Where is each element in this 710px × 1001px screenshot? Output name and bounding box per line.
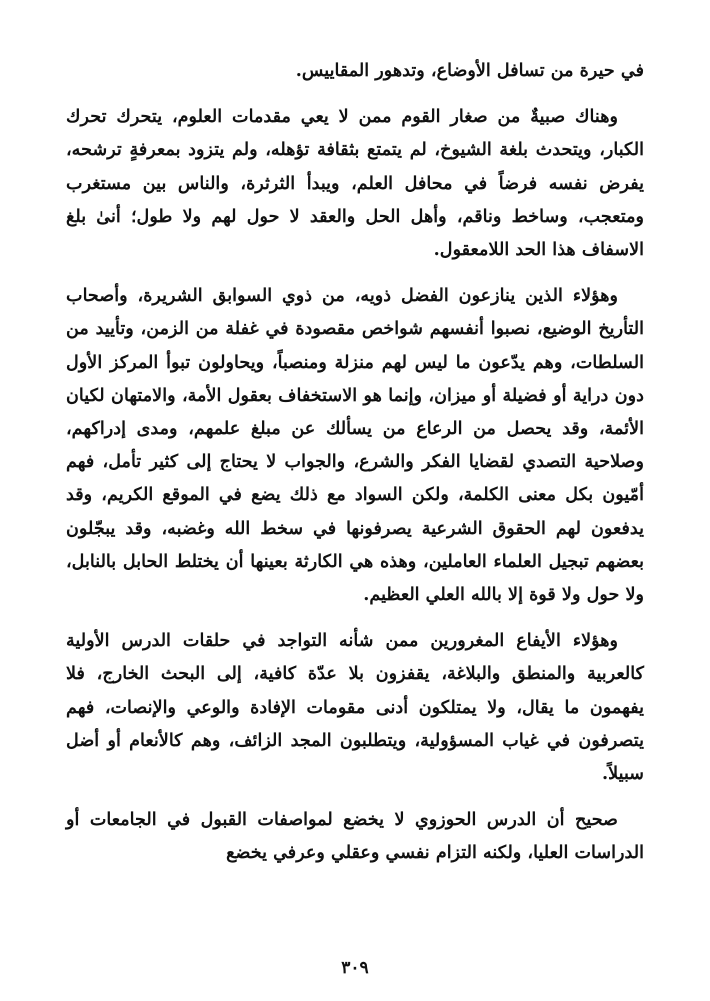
- page-body: [66, 54, 644, 870]
- paragraph: وهناك صبيةٌ من صغار القوم ممن لا يعي مقدمات العلوم، يتحرك تحرك الكبار، ويتحدث بلغة الشيوخ، لم يتمتع بثقافة تؤهله، ولم يتزود بمعرفةٍ ترشحه، يفرض نفسه فرضاً في محافل العلم، ويبدأ الثرثرة، والناس بين مستغرب ومتعجب، وساخط وناقم، وأهل الحل والعقد لا حول لهم ولا طول؛ أنىٰ بلغ الاسفاف هذا الحد اللامعقول.: [66, 106, 644, 261]
- paragraph-continuation: في حيرة من تسافل الأوضاع، وتدهور المقاييس.: [295, 60, 644, 81]
- paragraph: وهؤلاء الأيفاع المغرورين ممن شأنه التواجد في حلقات الدرس الأولية كالعربية والمنطق والبلاغة، يقفزون بلا عدّة كافية، إلى البحث الخارج، فلا يفهمون ما يقال، ولا يمتلكون أدنى مقومات الإفادة والوعي والإنصات، فهم يتصرفون في غياب المسؤولية، ويتطلبون المجد الزائف، وهم كالأنعام أو أضل سبيلاً.: [66, 630, 644, 785]
- page-number: ٣٠٩: [341, 958, 369, 978]
- paragraph: صحيح أن الدرس الحوزوي لا يخضع لمواصفات القبول في الجامعات أو الدراسات العليا، ولكنه التزام نفسي وعقلي وعرفي يخضع: [66, 809, 644, 864]
- paragraph: وهؤلاء الذين ينازعون الفضل ذويه، من ذوي السوابق الشريرة، وأصحاب التأريخ الوضيع، نصبوا أنفسهم شواخص مقصودة في غفلة من الزمن، وتأييد من السلطات، وهم يدّعون ما ليس لهم منزلة ومنصباً، ويحاولون تبوأ المركز الأول دون دراية أو فضيلة أو ميزان، وإنما هو الاستخفاف بعقول الأمة، والامتهان لكيان الأئمة، وقد يحصل من الرعاع من يسألك عن مبلغ علمهم، ومدى إدراكهم، وصلاحية التصدي لقضايا الفكر والشرع، والجواب لا يحتاج إلى كثير تأمل، فهم أمّيون بكل معنى الكلمة، ولكن السواد مع ذلك يضع في الموقع الكريم، وقد يدفعون لهم الحقوق الشرعية يصرفونها في سخط الله وغضبه، وقد يبجّلون بعضهم تبجيل العلماء العاملين، وهذه هي الكارثة بعينها أن يختلط الحابل بالنابل، ولا حول ولا قوة إلا بالله العلي العظيم.: [66, 285, 644, 606]
